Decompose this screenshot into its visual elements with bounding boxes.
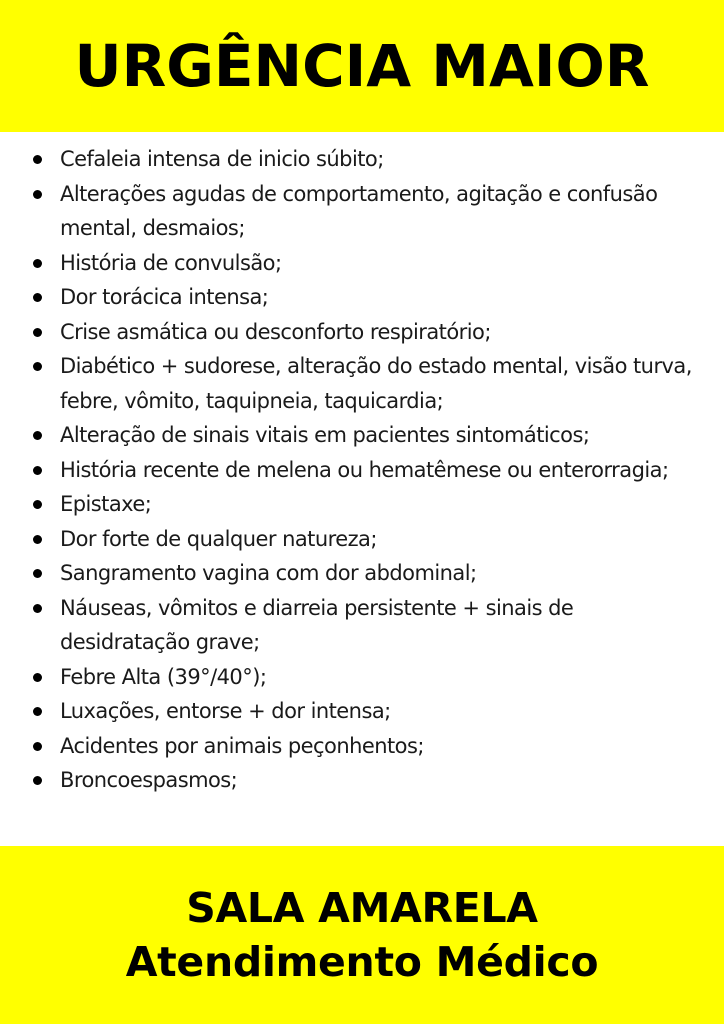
criteria-item-text: Acidentes por animais peçonhentos; [60,733,424,758]
bullet-icon [33,155,42,164]
bullet-icon [33,190,42,199]
bullet-icon [33,362,42,371]
criteria-item [60,694,708,729]
criteria-item-text: Febre Alta (39°/40°); [60,664,267,689]
criteria-item-text: Náuseas, vômitos e diarreia persistente + sinais de desidratação grave; [60,595,574,654]
bullet-icon [33,673,42,682]
bullet-icon [33,707,42,716]
criteria-section [0,142,724,798]
criteria-item-text: Sangramento vagina com dor abdominal; [60,561,477,585]
criteria-item-text: Cefaleia intensa de inicio súbito; [60,147,384,171]
criteria-item [60,591,708,660]
criteria-item-text: Alteração de sinais vitais em pacientes sintomáticos; [60,423,590,447]
criteria-item [60,660,708,695]
criteria-item-text: Diabético + sudorese, alteração do estado mental, visão turva, febre, vômito, taquipneia, taquicardia; [60,354,692,413]
criteria-item [60,556,708,591]
criteria-item [60,729,708,764]
footer-band [0,846,724,1024]
bullet-icon [33,466,42,475]
criteria-item [60,246,708,281]
room-name: SALA AMARELA [186,884,538,932]
header-band [0,0,724,132]
bullet-icon [33,500,42,509]
criteria-item [60,522,708,557]
criteria-item [60,315,708,350]
criteria-item-text: Alterações agudas de comportamento, agitação e confusão mental, desmaios; [60,181,658,240]
criteria-item [60,453,708,488]
criteria-item [60,349,708,418]
bullet-icon [33,569,42,578]
bullet-icon [33,431,42,440]
criteria-item-text: História de convulsão; [60,250,282,275]
bullet-icon [33,259,42,268]
criteria-item-text: Dor forte de qualquer natureza; [60,526,377,551]
criteria-item [60,763,708,798]
criteria-item [60,142,708,177]
criteria-item-text: Broncoespasmos; [60,768,238,792]
criteria-list [60,142,708,798]
criteria-item [60,177,708,246]
criteria-item-text: Luxações, entorse + dor intensa; [60,699,391,723]
criteria-item [60,418,708,453]
bullet-icon [33,293,42,302]
criteria-item [60,487,708,522]
criteria-item-text: História recente de melena ou hematêmese ou enterorragia; [60,457,669,482]
bullet-icon [33,742,42,751]
criteria-item [60,280,708,315]
service-name: Atendimento Médico [125,938,599,986]
criteria-item-text: Dor torácica intensa; [60,285,269,309]
criteria-item-text: Epistaxe; [60,492,152,516]
criteria-item-text: Crise asmática ou desconforto respiratório; [60,319,491,344]
bullet-icon [33,776,42,785]
header-title: URGÊNCIA MAIOR [74,32,650,100]
bullet-icon [33,604,42,613]
bullet-icon [33,535,42,544]
bullet-icon [33,328,42,337]
